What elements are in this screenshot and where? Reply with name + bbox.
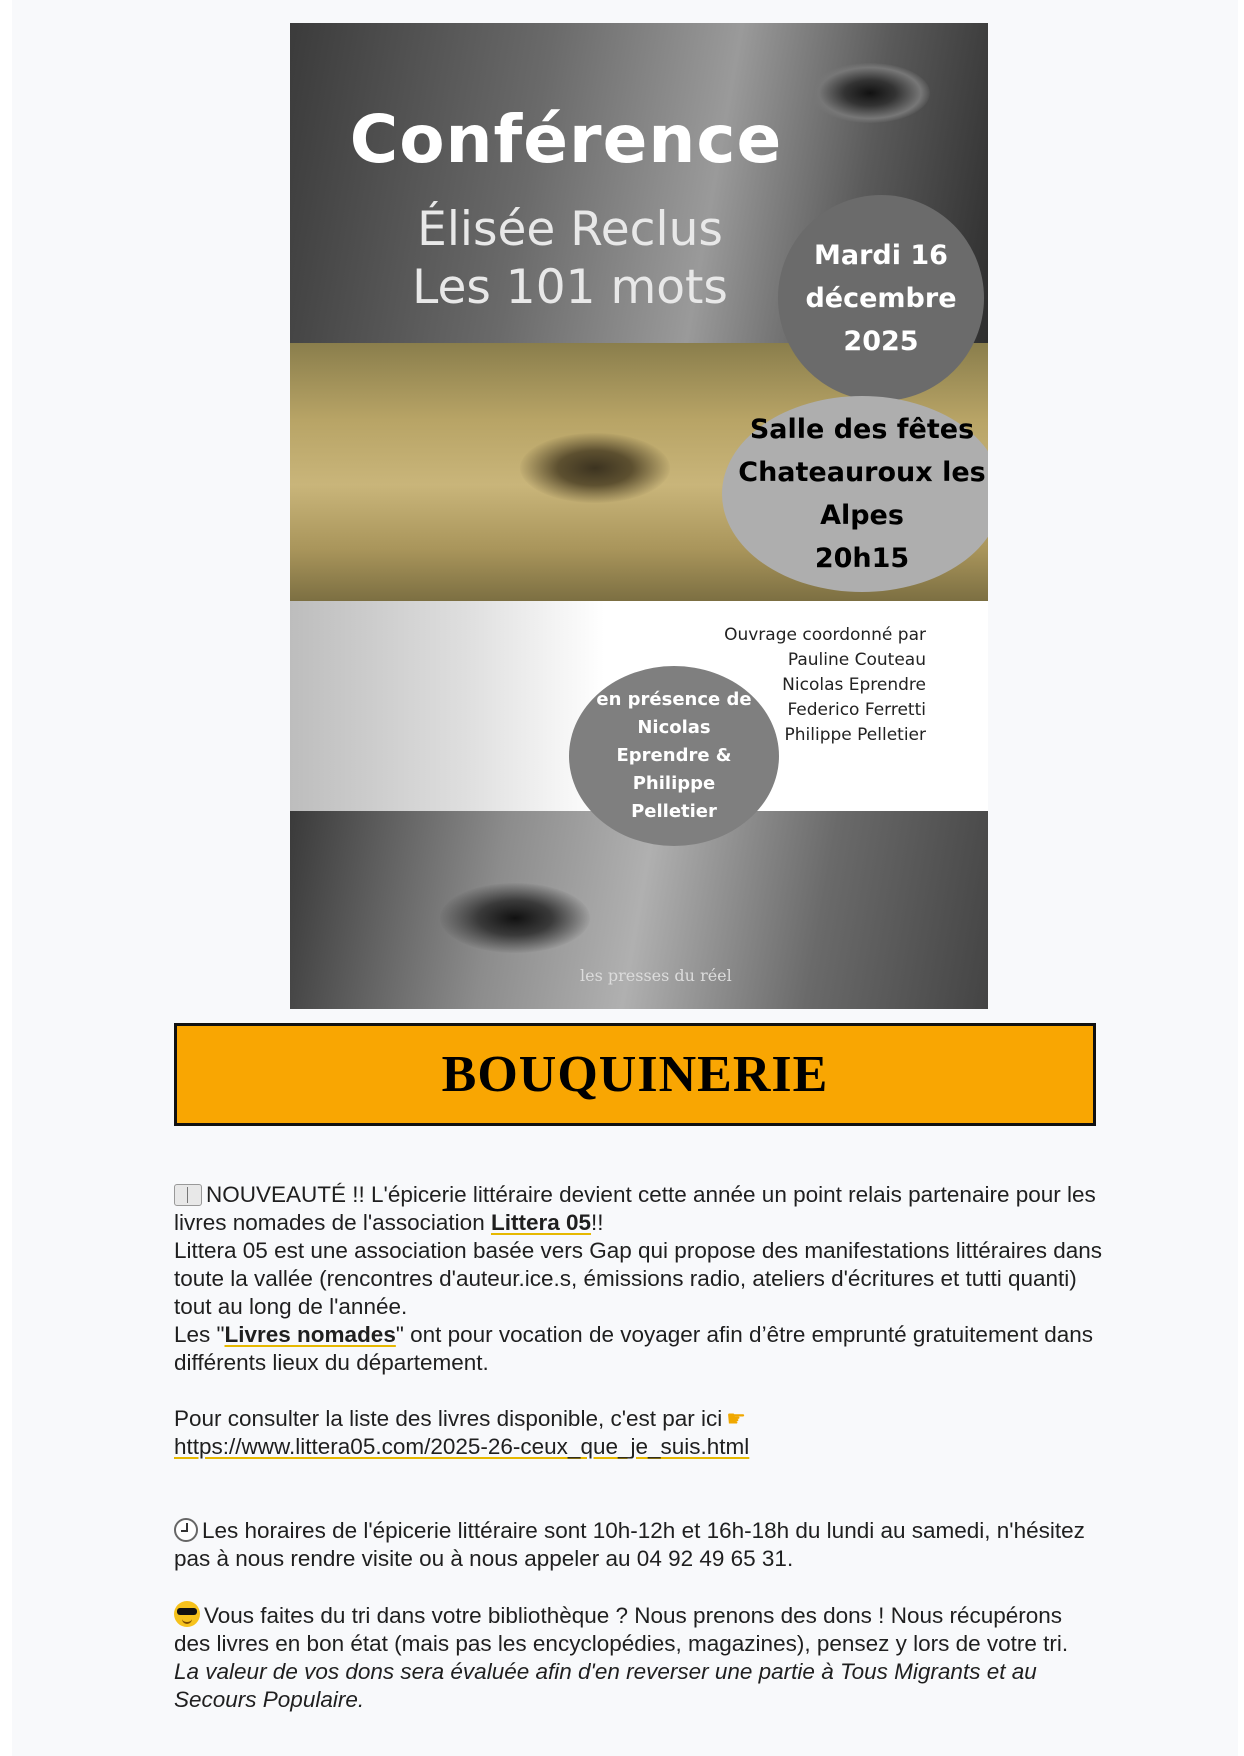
- paragraph-association: Littera 05 est une association basée vers Gap qui propose des manifestations littéraires dans toute la vallée (rencontres d'auteur.ice.s, émissions radio, ateliers d'écritures et tutti quanti) tout au long de l'année.: [174, 1238, 1103, 1319]
- publisher-label: les presses du réel: [580, 966, 732, 985]
- open-book-icon: [174, 1184, 202, 1206]
- newsletter-sheet: [12, 0, 1238, 1756]
- pointing-hand-icon: ☛: [726, 1406, 747, 1431]
- paragraph-dons: Vous faites du tri dans votre bibliothèque ? Nous prenons des dons ! Nous récupérons des livres en bon état (mais pas les encyclopédies, magazines), pensez y lors de votre tri.: [174, 1603, 1069, 1656]
- littera05-url-link[interactable]: https://www.littera05.com/2025-26-ceux_que_je_suis.html: [174, 1434, 750, 1459]
- date-badge: Mardi 16 décembre 2025: [778, 195, 984, 401]
- venue-badge: Salle des fêtes Chateauroux les Alpes 20h15: [722, 396, 988, 592]
- paragraph-nouveaute: NOUVEAUTÉ !! L'épicerie littéraire devient cette année un point relais partenaire pour les livres nomades de l'association Littera 05!!: [174, 1182, 1096, 1235]
- bouquinerie-content: [174, 1181, 1104, 1714]
- littera05-link[interactable]: Littera 05: [490, 1210, 592, 1235]
- eye-image: [440, 883, 590, 953]
- eye-image: [520, 433, 670, 503]
- sunglasses-face-icon: [174, 1601, 200, 1627]
- paragraph-url: [174, 1433, 1104, 1461]
- presence-badge: en présence de Nicolas Eprendre & Philippe Pelletier: [569, 666, 779, 846]
- paragraph-horaires: Les horaires de l'épicerie littéraire sont 10h-12h et 16h-18h du lundi au samedi, n'hésitez pas à nous rendre visite ou à nous appeler au 04 92 49 65 31.: [174, 1518, 1085, 1571]
- conference-poster: [290, 23, 988, 1009]
- eye-image: [810, 63, 930, 123]
- paragraph-liste: Pour consulter la liste des livres disponible, c'est par ici ☛: [174, 1406, 747, 1431]
- book-credits: Ouvrage coordonné par Pauline Couteau Nicolas Eprendre Federico Ferretti Philippe Pelletier: [724, 625, 926, 745]
- poster-book-title: Élisée Reclus Les 101 mots: [412, 202, 728, 315]
- section-heading: BOUQUINERIE: [174, 1023, 1096, 1126]
- livres-nomades-link[interactable]: Livres nomades: [224, 1322, 396, 1347]
- paragraph-dons-note: La valeur de vos dons sera évaluée afin d'en reverser une partie à Tous Migrants et au Secours Populaire.: [174, 1659, 1037, 1712]
- poster-title: Conférence: [349, 101, 783, 178]
- paragraph-livres-nomades: Les "Livres nomades" ont pour vocation de voyager afin d’être emprunté gratuitement dans différents lieux du département.: [174, 1322, 1094, 1375]
- clock-icon: [174, 1518, 198, 1542]
